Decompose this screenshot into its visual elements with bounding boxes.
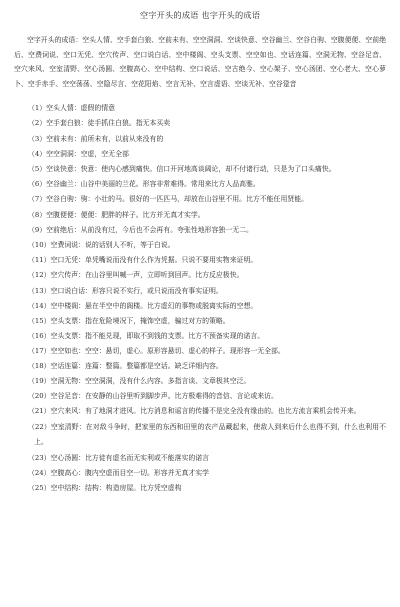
list-item: （1）空头人情：虚假的情意	[28, 104, 116, 113]
list-item: （4）空空洞洞：空虚，空无全部	[28, 149, 129, 158]
list-item: （6）空谷幽兰：山谷中美丽的兰花。形容非常难得。常用来比方人品高雅。	[28, 180, 260, 189]
list-item: （15）空头支票：指在危险境况下，掩饰空虚，骗过对方的策略。	[28, 316, 230, 325]
list-item: （23）空心汤圆：比方徒有虚名而无实利或不能落实的诺言	[28, 454, 210, 463]
idiom-list	[14, 101, 386, 496]
list-item: （10）空费词说：说的话别人不听，等于白说。	[28, 241, 175, 250]
list-item: （11）空口无凭：单凭嘴说而没有什么作为凭据。只说不要用实物来证明。	[28, 256, 258, 265]
list-item: （25）空中结构：结构：构造房屋。比方凭空虚构	[28, 484, 182, 493]
list-item: （3）空前未有：前所未有，以前从来没有的	[28, 134, 164, 143]
list-item: （5）空谈快意：快意：使内心感到痛快。信口开河地高谈阔论，却不付诸行动，只是为了口头痛快。	[28, 164, 336, 173]
list-item: （22）空室清野：在对敌斗争时，把家里的东西和田里的农产品藏起来，使敌人到来后什么也得不到，什么也利用不上。	[28, 422, 386, 447]
list-item: （12）空穴传声：在山谷里叫喊一声，立即听到回声。比方反应极快。	[28, 271, 244, 280]
list-item: （21）空穴来风：有了地洞才进风。比方消息和谣言的传播不是完全没有缘由的。也比方流言乘机会传开来。	[28, 407, 361, 416]
list-item: （14）空中楼阁：悬在半空中的阁楼。比方虚幻的事物或脱离实际的空想。	[28, 301, 258, 310]
list-item: （13）空口说白话：形容只说不实行，或只说而没有事实证明。	[28, 286, 223, 295]
list-item: （16）空头支票：指不能兑现，即取不到钱的支票。比方不预备实现的诺言。	[28, 331, 265, 340]
document-title: 空字开头的成语 也字开头的成语	[139, 10, 261, 20]
list-item: （8）空腹便便：便便：肥胖的样子。比方并无真才实学。	[28, 211, 205, 220]
list-item: （18）空话连篇：连篇：整篇。整篇都是空话。缺乏详细内容。	[28, 361, 223, 370]
intro-paragraph: 空字开头的成语：空头人情、空手套白狼、空前未有、空空洞洞、空谈快意、空谷幽兰、空谷白驹、空腹便便、空前绝后、空费词说、空口无凭、空穴传声、空口说白话、空中楼阁、空头支票、空空如也、空话连篇、空洞无物、空谷足音、空穴来风、空室清野、空心汤圆、空腹高心、空中结构、空口说话、空古绝今、空心架子、空心汤团、空心老大、空心萝卜、空手赤手、空空荡荡、空隐尽言、空花阳焰、空言无补、空言虚语、空谈无补、空谷跫音	[14, 36, 386, 88]
list-item: （17）空空如也：空空：悬切，虚心。原形容悬切、虚心的样子。现形容一无全部。	[28, 346, 285, 355]
list-item: （9）空前绝后：从前没有过，今后也不会再有。夸张性地形容独一无二。	[28, 226, 253, 235]
list-item: （24）空腹高心：腹内空虚而目空一切。形容并无真才实学	[28, 469, 210, 478]
list-item: （20）空谷足音：在安静的山谷里听到脚步声。比方极难得的音信、言论或来访。	[28, 392, 278, 401]
list-item: （2）空手套白狼：徒手抓住白狼。指无本买卖	[28, 119, 171, 128]
list-item: （7）空谷白驹：驹：小壮的马。很好的一匹匹马，却放在山谷里不用。比方不能任用贤能。	[28, 195, 309, 204]
list-item: （19）空洞无物：空空洞洞，没有什么内容。多指言谈、文章极其空泛。	[28, 377, 251, 386]
